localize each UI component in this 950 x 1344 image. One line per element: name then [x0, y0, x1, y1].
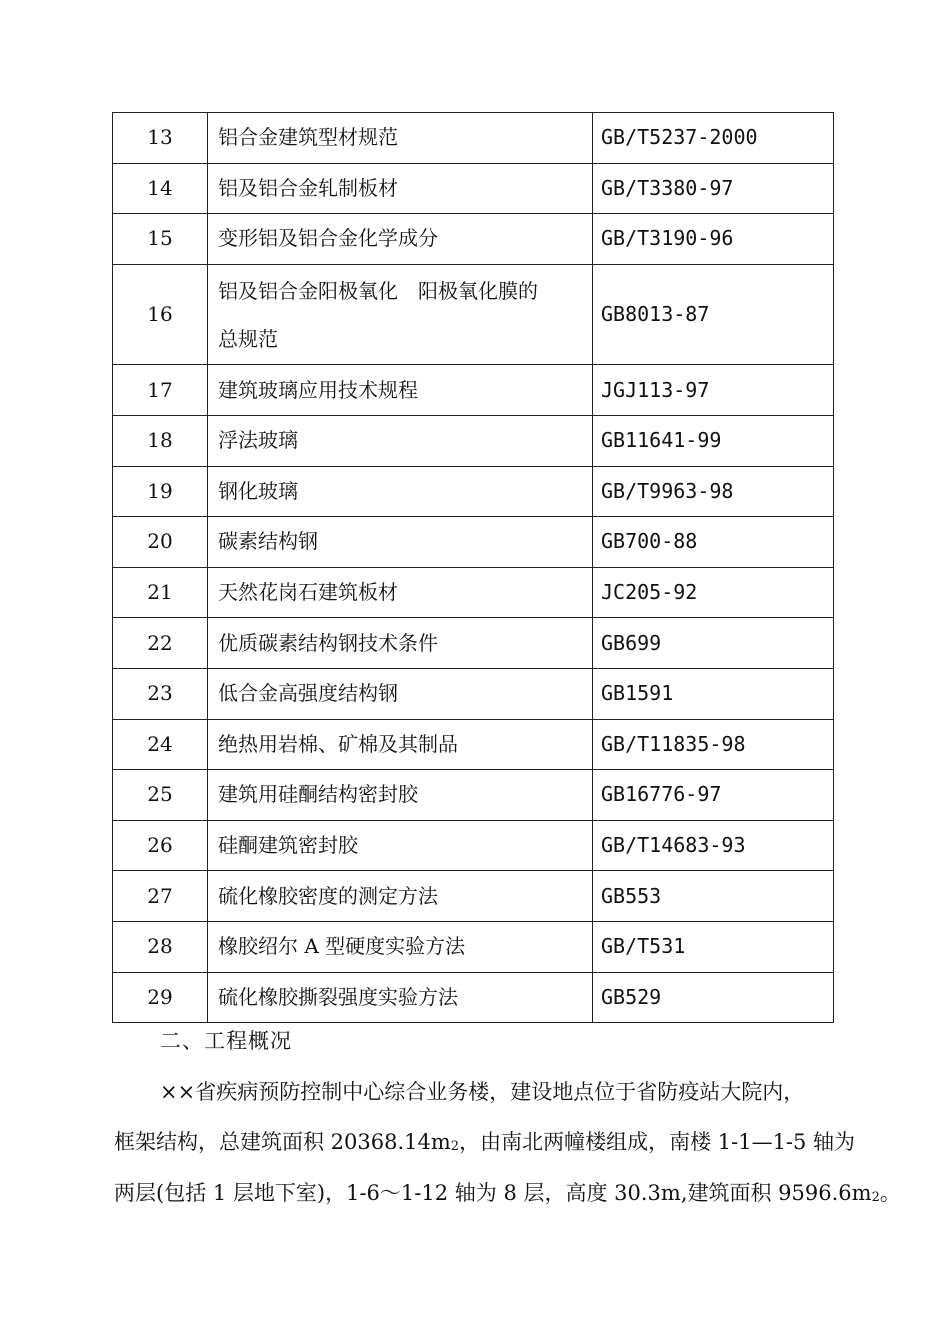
row-number: 24	[113, 719, 208, 770]
row-number: 17	[113, 365, 208, 416]
standard-name: 铝及铝合金轧制板材	[208, 163, 593, 214]
table-row	[113, 214, 834, 265]
row-number: 14	[113, 163, 208, 214]
standard-name-line1: 铝及铝合金阳极氧化 阳极氧化膜的	[218, 278, 538, 303]
row-number: 22	[113, 618, 208, 669]
standard-code: GB16776-97	[593, 770, 834, 821]
standard-name: 低合金高强度结构钢	[208, 668, 593, 719]
standard-code: GB/T3380-97	[593, 163, 834, 214]
paragraph-text: 。	[879, 1181, 901, 1205]
standard-name: 硫化橡胶撕裂强度实验方法	[208, 972, 593, 1023]
standard-code: GB11641-99	[593, 415, 834, 466]
unit-subscript: 2	[871, 1190, 880, 1205]
standard-name: 铝合金建筑型材规范	[208, 113, 593, 164]
table-row	[113, 517, 834, 568]
standards-table	[112, 112, 834, 1023]
table-row	[113, 770, 834, 821]
table-row	[113, 567, 834, 618]
row-number: 28	[113, 921, 208, 972]
table-row	[113, 972, 834, 1023]
table-row	[113, 871, 834, 922]
row-number: 18	[113, 415, 208, 466]
table-row	[113, 618, 834, 669]
section-heading: 二、工程概况	[160, 1029, 292, 1053]
standard-code: GB/T5237-2000	[593, 113, 834, 164]
standard-name: 钢化玻璃	[208, 466, 593, 517]
table-row	[113, 719, 834, 770]
standard-name: 建筑用硅酮结构密封胶	[208, 770, 593, 821]
standard-name: 浮法玻璃	[208, 415, 593, 466]
paragraph-text: 框架结构，总建筑面积 20368.14m	[114, 1130, 451, 1154]
paragraph-line	[114, 1127, 856, 1162]
standard-code: GB699	[593, 618, 834, 669]
standard-name-line2: 总规范	[218, 326, 278, 351]
table-row	[113, 668, 834, 719]
standard-code: GB529	[593, 972, 834, 1023]
row-number: 15	[113, 214, 208, 265]
unit-subscript: 2	[450, 1139, 460, 1154]
standard-name: 天然花岗石建筑板材	[208, 567, 593, 618]
standard-name: 碳素结构钢	[208, 517, 593, 568]
table-row	[113, 415, 834, 466]
row-number: 26	[113, 820, 208, 871]
table-row	[113, 113, 834, 164]
standard-name	[208, 264, 593, 365]
paragraph-text: ，由南北两幢楼组成，南楼 1-1—1-5 轴为	[459, 1130, 856, 1154]
standard-code: GB8013-87	[593, 264, 834, 365]
table-row	[113, 466, 834, 517]
standard-name: 建筑玻璃应用技术规程	[208, 365, 593, 416]
standard-code: GB/T11835-98	[593, 719, 834, 770]
standard-name: 绝热用岩棉、矿棉及其制品	[208, 719, 593, 770]
row-number: 23	[113, 668, 208, 719]
standard-code: JC205-92	[593, 567, 834, 618]
paragraph-line: ××省疾病预防控制中心综合业务楼，建设地点位于省防疫站大院内，	[160, 1080, 805, 1104]
standard-code: GB/T14683-93	[593, 820, 834, 871]
paragraph-text: 两层(包括 1 层地下室)，1-6～1-12 轴为 8 层，高度 30.3m,建筑面积 9596.6m	[114, 1181, 872, 1205]
standard-code: GB/T3190-96	[593, 214, 834, 265]
row-number: 13	[113, 113, 208, 164]
row-number: 21	[113, 567, 208, 618]
standard-name: 硅酮建筑密封胶	[208, 820, 593, 871]
paragraph-line	[114, 1178, 901, 1213]
standard-code: GB1591	[593, 668, 834, 719]
row-number: 27	[113, 871, 208, 922]
row-number: 20	[113, 517, 208, 568]
standard-name: 优质碳素结构钢技术条件	[208, 618, 593, 669]
row-number: 16	[113, 264, 208, 365]
table-row	[113, 921, 834, 972]
table-row	[113, 820, 834, 871]
row-number: 29	[113, 972, 208, 1023]
standard-name: 硫化橡胶密度的测定方法	[208, 871, 593, 922]
table-row	[113, 365, 834, 416]
table-row	[113, 264, 834, 365]
row-number: 19	[113, 466, 208, 517]
standard-name: 变形铝及铝合金化学成分	[208, 214, 593, 265]
standard-code: GB/T531	[593, 921, 834, 972]
standard-code: GB553	[593, 871, 834, 922]
table-row	[113, 163, 834, 214]
standard-code: GB700-88	[593, 517, 834, 568]
row-number: 25	[113, 770, 208, 821]
standard-name: 橡胶绍尔 A 型硬度实验方法	[208, 921, 593, 972]
standard-code: GB/T9963-98	[593, 466, 834, 517]
standard-code: JGJ113-97	[593, 365, 834, 416]
